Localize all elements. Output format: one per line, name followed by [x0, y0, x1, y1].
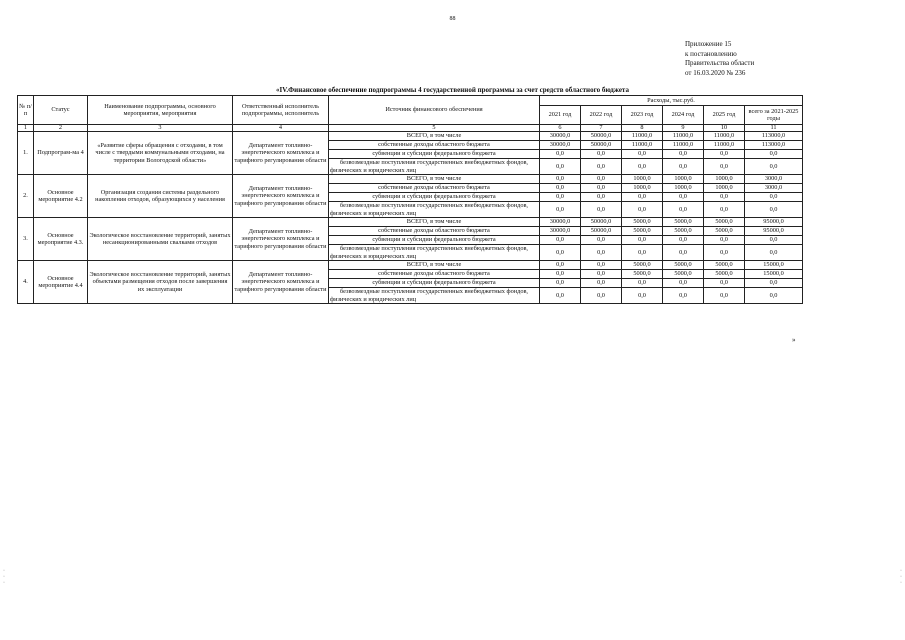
table-row: [18, 218, 803, 227]
value-cell: 5000,0: [704, 227, 745, 236]
value-cell: 0,0: [704, 193, 745, 202]
value-cell: 0,0: [622, 159, 663, 175]
value-cell: 1000,0: [704, 184, 745, 193]
row-name: Экологическое восстановление территорий, занятых несанкционированными свалками отходов: [88, 218, 233, 261]
value-cell: 113000,0: [745, 132, 803, 141]
source-federal: субвенции и субсидии федерального бюджета: [329, 236, 540, 245]
source-gratuitous: безвозмездные поступления государственных внебюджетных фондов, физических и юридических лиц: [329, 245, 540, 261]
row-number: 2.: [18, 175, 34, 218]
value-cell: 15000,0: [745, 270, 803, 279]
value-cell: 0,0: [540, 288, 581, 304]
value-cell: 1000,0: [663, 184, 704, 193]
value-cell: 50000,0: [581, 132, 622, 141]
column-number: 5: [329, 125, 540, 132]
source-own-revenue: собственные доходы областного бюджета: [329, 184, 540, 193]
header-year-2023: 2023 год: [622, 106, 663, 125]
header-row: [18, 96, 803, 106]
row-executor: Департамент топливно-энергетического комплекса и тарифного регулирования области: [233, 218, 329, 261]
scan-edge-mark-right: · · ·: [900, 568, 902, 586]
value-cell: 0,0: [745, 279, 803, 288]
value-cell: 0,0: [663, 159, 704, 175]
column-number: 11: [745, 125, 803, 132]
source-total: ВСЕГО, в том числе: [329, 132, 540, 141]
row-executor: Департамент топливно-энергетического комплекса и тарифного регулирования области: [233, 132, 329, 175]
column-number: 2: [34, 125, 88, 132]
value-cell: 0,0: [704, 150, 745, 159]
value-cell: 0,0: [745, 236, 803, 245]
value-cell: 5000,0: [663, 218, 704, 227]
value-cell: 0,0: [663, 150, 704, 159]
column-number: 7: [581, 125, 622, 132]
value-cell: 50000,0: [581, 218, 622, 227]
value-cell: 5000,0: [663, 227, 704, 236]
row-number: 1.: [18, 132, 34, 175]
value-cell: 0,0: [540, 202, 581, 218]
value-cell: 11000,0: [704, 132, 745, 141]
value-cell: 0,0: [581, 184, 622, 193]
header-total: всего за 2021-2025 годы: [745, 106, 803, 125]
header-year-2025: 2025 год: [704, 106, 745, 125]
value-cell: 5000,0: [622, 261, 663, 270]
value-cell: 1000,0: [663, 175, 704, 184]
header-name: Наименование подпрограммы, основного мероприятия, мероприятия: [88, 96, 233, 125]
row-status: Основное мероприятие 4.4: [34, 261, 88, 304]
column-number: 3: [88, 125, 233, 132]
header-num: № п/п: [18, 96, 34, 125]
value-cell: 0,0: [581, 150, 622, 159]
value-cell: 0,0: [704, 279, 745, 288]
column-number: 8: [622, 125, 663, 132]
column-number: 1: [18, 125, 34, 132]
value-cell: 0,0: [581, 202, 622, 218]
row-status: Основное мероприятие 4.2: [34, 175, 88, 218]
column-number-row: [18, 125, 803, 132]
table-row: [18, 132, 803, 141]
value-cell: 0,0: [540, 261, 581, 270]
source-own-revenue: собственные доходы областного бюджета: [329, 270, 540, 279]
appendix-line-2: к постановлению: [685, 49, 737, 58]
row-executor: Департамент топливно-энергетического комплекса и тарифного регулирования области: [233, 175, 329, 218]
value-cell: 5000,0: [622, 270, 663, 279]
value-cell: 5000,0: [704, 270, 745, 279]
value-cell: 11000,0: [663, 132, 704, 141]
appendix-line-1: Приложение 15: [685, 40, 732, 48]
value-cell: 0,0: [704, 202, 745, 218]
value-cell: 50000,0: [581, 227, 622, 236]
value-cell: 0,0: [581, 175, 622, 184]
appendix-line-3: Правительства области: [685, 59, 755, 68]
value-cell: 0,0: [745, 245, 803, 261]
value-cell: 0,0: [745, 150, 803, 159]
header-expenses: Расходы, тыс.руб.: [540, 96, 803, 106]
value-cell: 0,0: [745, 193, 803, 202]
source-gratuitous: безвозмездные поступления государственных внебюджетных фондов, физических и юридических лиц: [329, 288, 540, 304]
value-cell: 0,0: [540, 270, 581, 279]
source-total: ВСЕГО, в том числе: [329, 261, 540, 270]
value-cell: 0,0: [663, 245, 704, 261]
column-number: 6: [540, 125, 581, 132]
header-year-2022: 2022 год: [581, 106, 622, 125]
value-cell: 30000,0: [540, 227, 581, 236]
value-cell: 30000,0: [540, 218, 581, 227]
financing-table: [17, 95, 803, 304]
value-cell: 0,0: [663, 236, 704, 245]
value-cell: 0,0: [581, 288, 622, 304]
value-cell: 5000,0: [704, 261, 745, 270]
appendix-block: [685, 40, 754, 78]
source-own-revenue: собственные доходы областного бюджета: [329, 227, 540, 236]
source-federal: субвенции и субсидии федерального бюджета: [329, 150, 540, 159]
value-cell: 0,0: [581, 270, 622, 279]
appendix-line-4: от 16.03.2020 № 236: [685, 68, 746, 77]
document-title: «IV.Финансовое обеспечение подпрограммы 4 государственной программы за счет средств областного бюджета: [276, 86, 629, 94]
row-status: Основное мероприятие 4.3.: [34, 218, 88, 261]
row-name: Организация создания системы раздельного накопления отходов, образующихся у населения: [88, 175, 233, 218]
row-number: 4.: [18, 261, 34, 304]
value-cell: 1000,0: [622, 184, 663, 193]
source-federal: субвенции и субсидии федерального бюджета: [329, 193, 540, 202]
source-gratuitous: безвозмездные поступления государственных внебюджетных фондов, физических и юридических лиц: [329, 159, 540, 175]
value-cell: 0,0: [745, 288, 803, 304]
value-cell: 0,0: [622, 193, 663, 202]
row-name: Экологическое восстановление территорий, занятых объектами размещения отходов после завершения их эксплуатации: [88, 261, 233, 304]
value-cell: 0,0: [622, 202, 663, 218]
column-number: 9: [663, 125, 704, 132]
value-cell: 0,0: [540, 159, 581, 175]
value-cell: 1000,0: [622, 175, 663, 184]
row-status: Подпрограм-ма 4: [34, 132, 88, 175]
value-cell: 0,0: [540, 184, 581, 193]
value-cell: 3000,0: [745, 175, 803, 184]
value-cell: 0,0: [622, 245, 663, 261]
row-name: «Развитие сферы обращения с отходами, в том числе с твердыми коммунальными отходами, на территории Вологодской области»: [88, 132, 233, 175]
table-row: [18, 175, 803, 184]
value-cell: 15000,0: [745, 261, 803, 270]
value-cell: 3000,0: [745, 184, 803, 193]
value-cell: 95000,0: [745, 218, 803, 227]
value-cell: 0,0: [663, 202, 704, 218]
value-cell: 0,0: [704, 288, 745, 304]
scan-edge-mark-left: · · ·: [3, 568, 5, 586]
value-cell: 0,0: [581, 159, 622, 175]
value-cell: 0,0: [745, 159, 803, 175]
source-federal: субвенции и субсидии федерального бюджета: [329, 279, 540, 288]
value-cell: 0,0: [663, 288, 704, 304]
value-cell: 0,0: [540, 245, 581, 261]
value-cell: 0,0: [704, 245, 745, 261]
value-cell: 0,0: [581, 236, 622, 245]
value-cell: 0,0: [622, 150, 663, 159]
value-cell: 11000,0: [704, 141, 745, 150]
header-executor: Ответственный исполнитель подпрограммы, исполнитель: [233, 96, 329, 125]
header-year-2021: 2021 год: [540, 106, 581, 125]
value-cell: 5000,0: [622, 227, 663, 236]
value-cell: 30000,0: [540, 132, 581, 141]
header-status: Статус: [34, 96, 88, 125]
closing-quote: »: [792, 336, 796, 344]
value-cell: 11000,0: [663, 141, 704, 150]
value-cell: 95000,0: [745, 227, 803, 236]
header-year-2024: 2024 год: [663, 106, 704, 125]
table-row: [18, 261, 803, 270]
value-cell: 5000,0: [622, 218, 663, 227]
value-cell: 5000,0: [663, 261, 704, 270]
value-cell: 0,0: [581, 261, 622, 270]
value-cell: 1000,0: [704, 175, 745, 184]
value-cell: 0,0: [540, 150, 581, 159]
value-cell: 0,0: [581, 245, 622, 261]
value-cell: 5000,0: [704, 218, 745, 227]
header-source: Источник финансового обеспечения: [329, 96, 540, 125]
column-number: 4: [233, 125, 329, 132]
value-cell: 5000,0: [663, 270, 704, 279]
value-cell: 0,0: [581, 279, 622, 288]
value-cell: 0,0: [540, 175, 581, 184]
row-executor: Департамент топливно-энергетического комплекса и тарифного регулирования области: [233, 261, 329, 304]
value-cell: 0,0: [704, 159, 745, 175]
value-cell: 11000,0: [622, 141, 663, 150]
value-cell: 0,0: [540, 236, 581, 245]
source-own-revenue: собственные доходы областного бюджета: [329, 141, 540, 150]
value-cell: 0,0: [540, 193, 581, 202]
source-total: ВСЕГО, в том числе: [329, 218, 540, 227]
value-cell: 50000,0: [581, 141, 622, 150]
value-cell: 0,0: [663, 279, 704, 288]
source-gratuitous: безвозмездные поступления государственных внебюджетных фондов, физических и юридических лиц: [329, 202, 540, 218]
value-cell: 30000,0: [540, 141, 581, 150]
value-cell: 11000,0: [622, 132, 663, 141]
value-cell: 0,0: [622, 288, 663, 304]
column-number: 10: [704, 125, 745, 132]
value-cell: 0,0: [581, 193, 622, 202]
source-total: ВСЕГО, в том числе: [329, 175, 540, 184]
value-cell: 0,0: [622, 279, 663, 288]
value-cell: 0,0: [622, 236, 663, 245]
value-cell: 113000,0: [745, 141, 803, 150]
value-cell: 0,0: [540, 279, 581, 288]
value-cell: 0,0: [663, 193, 704, 202]
value-cell: 0,0: [745, 202, 803, 218]
value-cell: 0,0: [704, 236, 745, 245]
row-number: 3.: [18, 218, 34, 261]
page-number: 88: [449, 16, 456, 22]
